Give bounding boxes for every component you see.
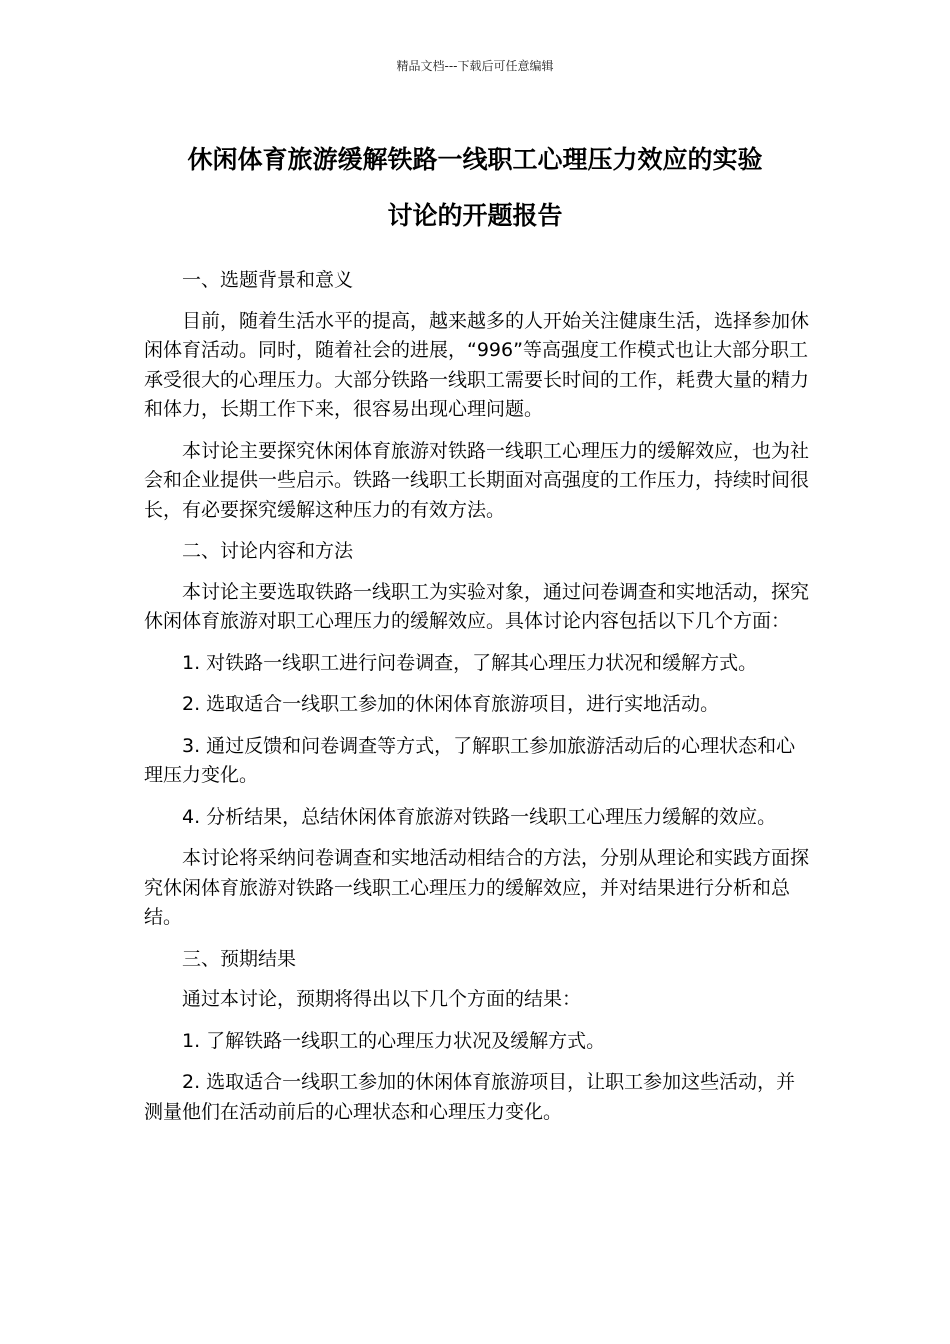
list-item: 2. 选取适合一线职工参加的休闲体育旅游项目，进行实地活动。 [182, 693, 720, 715]
title-line-2: 讨论的开题报告 [387, 201, 563, 230]
section-heading-background: 一、选题背景和意义 [182, 269, 354, 291]
list-item: 1. 对铁路一线职工进行问卷调查，了解其心理压力状况和缓解方式。 [182, 651, 758, 674]
section-heading-expected-results: 三、预期结果 [182, 947, 297, 970]
document-body [144, 266, 809, 1139]
paragraph: 通过本讨论，预期将得出以下几个方面的结果： [182, 988, 582, 1010]
title-line-1: 休闲体育旅游缓解铁路一线职工心理压力效应的实验 [187, 145, 763, 174]
list-item: 2. 选取适合一线职工参加的休闲体育旅游项目，让职工参加这些活动，并测量他们在活动前后的心理状态和心理压力变化。 [144, 1071, 796, 1123]
list-item: 1. 了解铁路一线职工的心理压力状况及缓解方式。 [182, 1029, 606, 1052]
list-item: 3. 通过反馈和问卷调查等方式，了解职工参加旅游活动后的心理状态和心理压力变化。 [144, 734, 796, 786]
section-heading-content-method: 二、讨论内容和方法 [182, 540, 354, 562]
list-item: 4. 分析结果，总结休闲体育旅游对铁路一线职工心理压力缓解的效应。 [182, 805, 777, 828]
paragraph: 本讨论主要选取铁路一线职工为实验对象，通过问卷调查和实地活动，探究休闲体育旅游对职工心理压力的缓解效应。具体讨论内容包括以下几个方面： [144, 580, 810, 632]
paragraph: 目前，随着生活水平的提高，越来越多的人开始关注健康生活，选择参加休闲体育活动。同时，随着社会的进展，“996”等高强度工作模式也让大部分职工承受很大的心理压力。大部分铁路一线职工需要长时间的工作，耗费大量的精力和体力，长期工作下来，很容易出现心理问题。 [144, 309, 810, 420]
paragraph: 本讨论将采纳问卷调查和实地活动相结合的方法，分别从理论和实践方面探究休闲体育旅游对铁路一线职工心理压力的缓解效应，并对结果进行分析和总结。 [144, 847, 810, 928]
document-title [100, 132, 850, 244]
paragraph: 本讨论主要探究休闲体育旅游对铁路一线职工心理压力的缓解效应，也为社会和企业提供一些启示。铁路一线职工长期面对高强度的工作压力，持续时间很长，有必要探究缓解这种压力的有效方法。 [144, 439, 810, 521]
page-header: 精品文档---下载后可任意编辑 [396, 59, 554, 73]
